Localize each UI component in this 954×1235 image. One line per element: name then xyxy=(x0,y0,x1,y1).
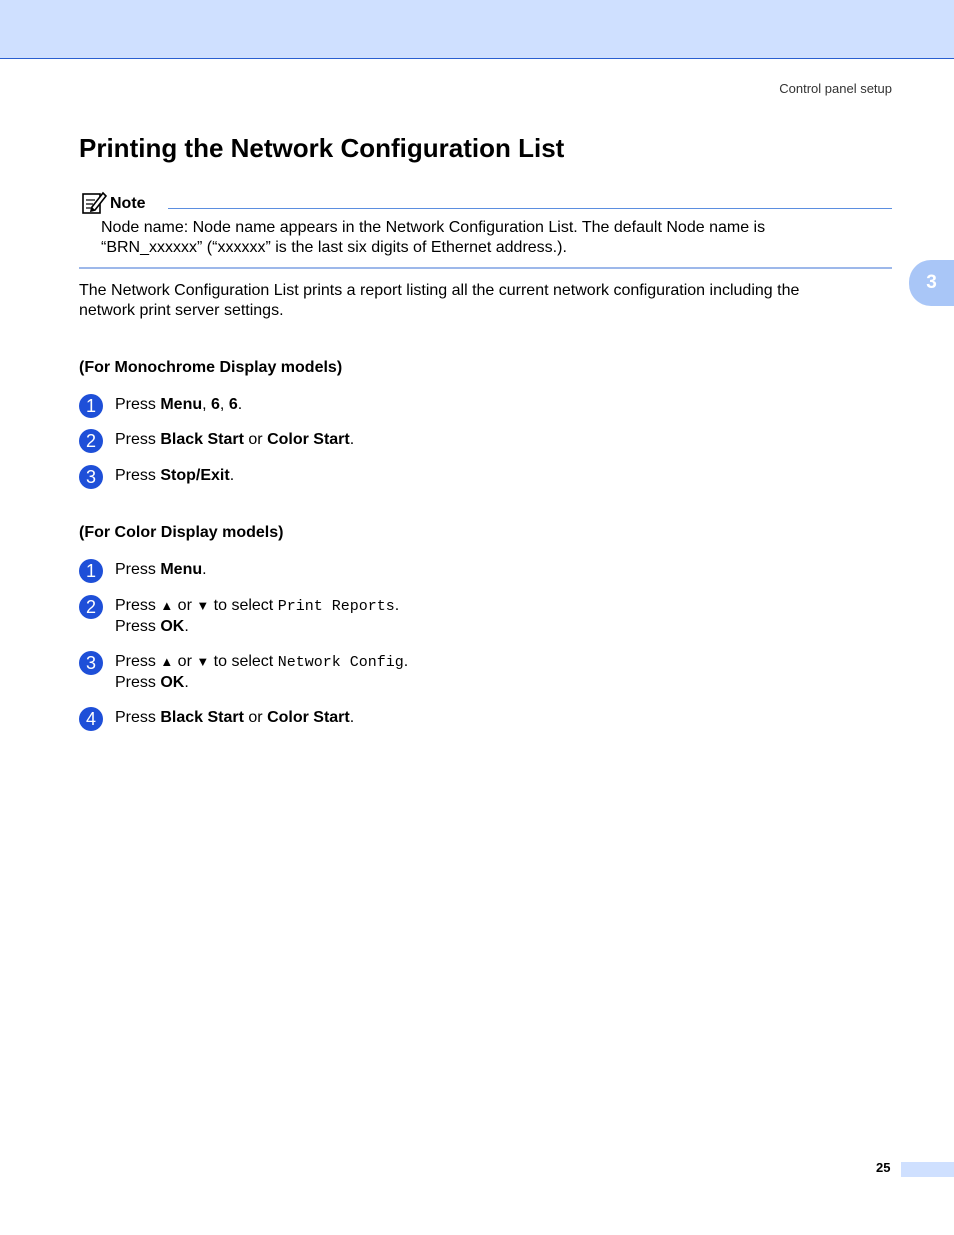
note-text xyxy=(101,217,892,258)
step-number-badge: 4 xyxy=(79,707,103,731)
key-stop-exit: Stop/Exit xyxy=(160,467,230,484)
mono-step-2 xyxy=(79,430,354,450)
key-ok: OK xyxy=(160,618,185,635)
step-text: Press ▲ or ▼ to select Print Reports. Press OK. xyxy=(115,597,400,635)
step-number-badge: 3 xyxy=(79,651,103,675)
running-header: Control panel setup xyxy=(779,81,892,96)
intro-line-1: The Network Configuration List prints a report listing all the current network configuration including the xyxy=(79,282,800,299)
key-color-start: Color Start xyxy=(267,431,350,448)
page-number-tab xyxy=(901,1162,954,1177)
note-label: Note xyxy=(110,195,146,212)
step-text: Press Stop/Exit. xyxy=(115,467,235,484)
mono-step-3 xyxy=(79,466,234,486)
step-text: Press Menu. xyxy=(115,561,207,578)
mono-step-1 xyxy=(79,395,242,415)
lcd-option-network-config: Network Config xyxy=(277,654,404,671)
color-section-heading: (For Color Display models) xyxy=(79,524,284,541)
down-arrow-icon: ▼ xyxy=(196,598,210,613)
key-6: 6 xyxy=(228,396,238,413)
key-menu: Menu xyxy=(160,561,203,578)
color-step-2 xyxy=(79,596,399,637)
step-number-badge: 1 xyxy=(79,394,103,418)
up-arrow-icon: ▲ xyxy=(160,654,174,669)
chapter-tab: 3 xyxy=(909,260,954,306)
step-text: Press Black Start or Color Start. xyxy=(115,709,355,726)
note-pencil-icon xyxy=(81,189,107,215)
step-text: Press Black Start or Color Start. xyxy=(115,431,355,448)
step-number-badge: 2 xyxy=(79,595,103,619)
note-block xyxy=(79,189,892,258)
key-black-start: Black Start xyxy=(160,709,244,726)
key-ok: OK xyxy=(160,674,185,691)
down-arrow-icon: ▼ xyxy=(196,654,210,669)
note-line-1: Node name: Node name appears in the Network Configuration List. The default Node name is xyxy=(101,219,766,236)
key-menu: Menu xyxy=(160,396,203,413)
step-number-badge: 2 xyxy=(79,429,103,453)
key-color-start: Color Start xyxy=(267,709,350,726)
mono-section-heading: (For Monochrome Display models) xyxy=(79,359,343,376)
step-text: Press ▲ or ▼ to select Network Config. Press OK. xyxy=(115,653,409,691)
page-number: 25 xyxy=(876,1160,891,1175)
up-arrow-icon: ▲ xyxy=(160,598,174,613)
color-step-3 xyxy=(79,652,408,693)
note-line-2: “BRN_xxxxxx” (“xxxxxx” is the last six digits of Ethernet address.). xyxy=(101,239,567,256)
lcd-option-print-reports: Print Reports xyxy=(277,598,395,615)
page-title: Printing the Network Configuration List xyxy=(79,133,565,163)
step-number-badge: 1 xyxy=(79,559,103,583)
note-header xyxy=(79,189,892,217)
intro-paragraph xyxy=(79,281,879,321)
key-black-start: Black Start xyxy=(160,431,244,448)
color-step-1 xyxy=(79,560,207,580)
color-step-4 xyxy=(79,708,354,728)
step-number-badge: 3 xyxy=(79,465,103,489)
intro-line-2: network print server settings. xyxy=(79,302,284,319)
key-6: 6 xyxy=(211,396,220,413)
top-header-band xyxy=(0,0,954,59)
note-bottom-rule xyxy=(79,267,892,269)
note-top-rule xyxy=(168,208,892,209)
step-text: Press Menu, 6, 6. xyxy=(115,396,243,413)
